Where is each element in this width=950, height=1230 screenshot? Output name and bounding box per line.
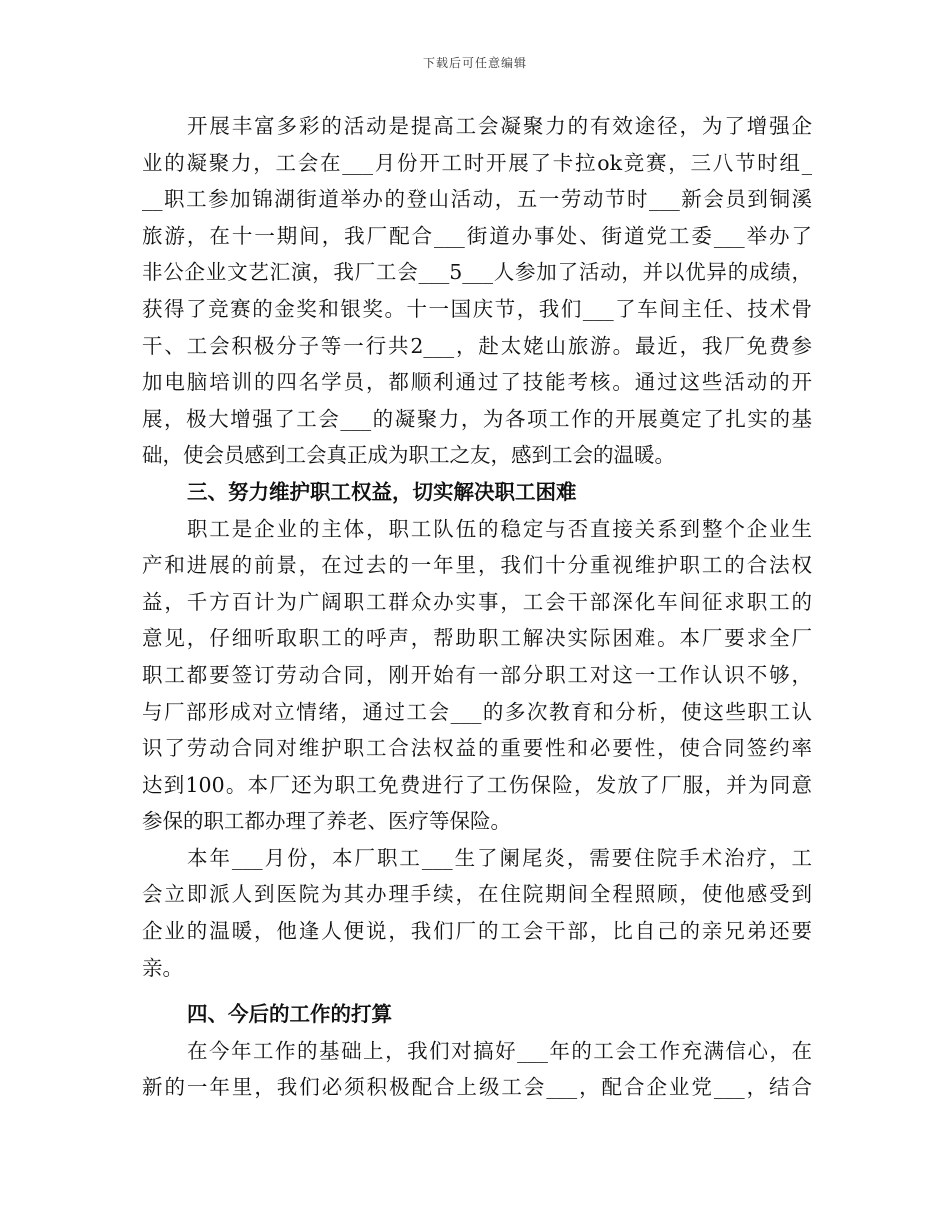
text-line: 展，极大增强了工会___的凝聚力，为各项工作的开展奠定了扎实的基 [142,406,812,431]
section-heading-3: 三、努力维护职工权益，切实解决职工困难 [187,479,577,504]
text-line: 达到100。本厂还为职工免费进行了工伤保险，发放了厂服，并为同意 [142,772,812,797]
text-line: 参保的职工都办理了养老、医疗等保险。 [142,809,511,834]
text-line: 企业的温暖，他逢人便说，我们厂的工会干部，比自己的亲兄弟还要 [142,919,812,944]
text-line: 在今年工作的基础上，我们对搞好___年的工会工作充满信心，在 [187,1038,812,1063]
text-line: 开展丰富多彩的活动是提高工会凝聚力的有效途径，为了增强企 [187,114,812,138]
text-line: 础，使会员感到工会真正成为职工之友，感到工会的温暖。 [142,443,675,468]
text-line: __职工参加锦湖街道举办的登山活动，五一劳动节时___新会员到铜溪 [142,187,812,212]
text-line: 非公企业文艺汇演，我厂工会___5___人参加了活动，并以优异的成绩， [142,260,812,285]
text-line: 本年___月份，本厂职工___生了阑尾炎，需要住院手术治疗，工 [187,845,812,870]
paragraph-care [142,840,812,986]
text-line: 旅游，在十一期间，我厂配合___街道办事处、街道党工委___举办了 [142,223,812,248]
text-line: 新的一年里，我们必须积极配合上级工会___，配合企业党___，结合 [142,1075,812,1100]
text-line: 职工都要签订劳动合同，刚开始有一部分职工对这一工作认识不够， [142,662,812,687]
text-line: 职工是企业的主体，职工队伍的稳定与否直接关系到整个企业生 [187,516,812,541]
text-line: 业的凝聚力，工会在___月份开工时开展了卡拉ok竞赛，三八节时组_ [142,150,812,175]
text-line: 益，千方百计为广阔职工群众办实事，工会干部深化车间征求职工的 [142,589,812,614]
text-line: 亲。 [142,955,183,980]
text-line: 获得了竞赛的金奖和银奖。十一国庆节，我们___了车间主任、技术骨 [142,296,812,321]
document-body [142,108,812,1106]
paragraph-plans [142,1033,812,1106]
paragraph-activities [142,108,812,474]
text-line: 产和进展的前景，在过去的一年里，我们十分重视维护职工的合法权 [142,553,812,578]
text-line: 识了劳动合同对维护职工合法权益的重要性和必要性，使合同签约率 [142,736,812,761]
text-line: 加电脑培训的四名学员，都顺利通过了技能考核。通过这些活动的开 [142,370,812,395]
paragraph-rights [142,511,812,840]
text-line: 会立即派人到医院为其办理手续，在住院期间全程照顾，使他感受到 [142,882,812,907]
section-heading-4: 四、今后的工作的打算 [187,1002,392,1027]
text-line: 与厂部形成对立情绪，通过工会___的多次教育和分析，使这些职工认 [142,699,812,724]
text-line: 意见，仔细听取职工的呼声，帮助职工解决实际困难。本厂要求全厂 [142,626,812,651]
page-header-note: 下载后可任意编辑 [422,56,527,70]
text-line: 干、工会积极分子等一行共2___，赴太姥山旅游。最近，我厂免费参 [142,333,812,358]
